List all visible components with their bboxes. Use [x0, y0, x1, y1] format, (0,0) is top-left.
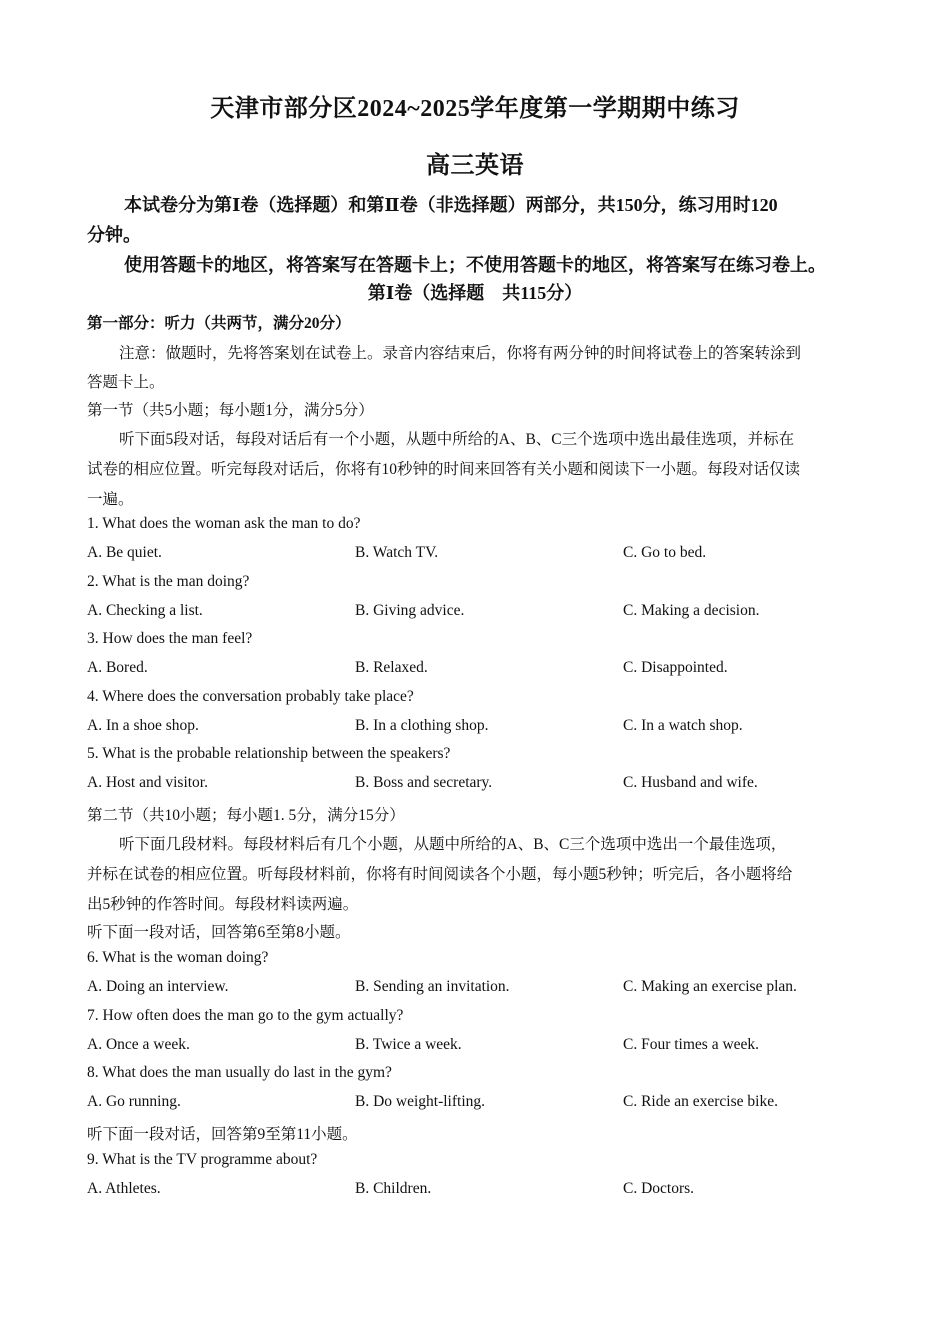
q5-option-c: C. Husband and wife. [623, 774, 758, 791]
section1-instructions-3: 一遍。 [87, 491, 134, 508]
q6-option-a: A. Doing an interview. [87, 978, 229, 995]
exam-title: 天津市部分区2024~2025学年度第一学期期中练习 [210, 96, 740, 122]
q8-option-c: C. Ride an exercise bike. [623, 1093, 778, 1110]
q8-option-a: A. Go running. [87, 1093, 181, 1110]
q1-option-a: A. Be quiet. [87, 544, 162, 561]
q1-option-c: C. Go to bed. [623, 544, 707, 561]
q6-option-c: C. Making an exercise plan. [623, 978, 797, 995]
note-line-2: 答题卡上。 [87, 374, 165, 391]
question-7: 7. How often does the man go to the gym actually? [87, 1007, 404, 1024]
intro-line-2: 分钟。 [87, 225, 141, 245]
question-9: 9. What is the TV programme about? [87, 1151, 318, 1168]
q4-option-a: A. In a shoe shop. [87, 717, 199, 734]
q2-option-b: B. Giving advice. [355, 602, 465, 619]
q5-option-b: B. Boss and secretary. [355, 774, 493, 791]
q7-option-a: A. Once a week. [87, 1036, 190, 1053]
question-3: 3. How does the man feel? [87, 630, 253, 647]
q1-option-b: B. Watch TV. [355, 544, 439, 561]
section2-instructions-1: 听下面几段材料。每段材料后有几个小题，从题中所给的A、B、C三个选项中选出一个最佳选项， [119, 836, 787, 853]
question-5: 5. What is the probable relationship between the speakers? [87, 745, 451, 762]
part1-heading: 第一部分：听力（共两节，满分20分） [87, 315, 351, 332]
section2-instructions-3: 出5秒钟的作答时间。每段材料读两遍。 [87, 896, 359, 913]
q3-option-b: B. Relaxed. [355, 659, 428, 676]
section1-heading: 第一节（共5小题；每小题1分，满分5分） [87, 402, 374, 419]
question-6: 6. What is the woman doing? [87, 949, 269, 966]
question-2: 2. What is the man doing? [87, 573, 250, 590]
intro-line-3: 使用答题卡的地区，将答案写在答题卡上；不使用答题卡的地区，将答案写在练习卷上。 [124, 255, 826, 275]
section1-instructions-1: 听下面5段对话，每段对话后有一个小题，从题中所给的A、B、C三个选项中选出最佳选项，并标在 [119, 431, 795, 448]
question-8: 8. What does the man usually do last in the gym? [87, 1064, 392, 1081]
volume-heading: 第Ⅰ卷（选择题 共115分） [367, 283, 583, 303]
section2-instructions-2: 并标在试卷的相应位置。听每段材料前，你将有时间阅读各个小题，每小题5秒钟；听完后，各小题将给 [87, 866, 793, 883]
group-6-8-heading: 听下面一段对话，回答第6至第8小题。 [87, 924, 351, 941]
q9-option-c: C. Doctors. [623, 1180, 695, 1197]
q9-option-a: A. Athletes. [87, 1180, 161, 1197]
q9-option-b: B. Children. [355, 1180, 432, 1197]
intro-line-1: 本试卷分为第Ⅰ卷（选择题）和第Ⅱ卷（非选择题）两部分，共150分，练习用时120 [124, 195, 778, 215]
q6-option-b: B. Sending an invitation. [355, 978, 510, 995]
exam-subtitle: 高三英语 [426, 153, 524, 179]
question-1: 1. What does the woman ask the man to do? [87, 515, 361, 532]
section1-instructions-2: 试卷的相应位置。听完每段对话后，你将有10秒钟的时间来回答有关小题和阅读下一小题。每段对话仅读 [87, 461, 801, 478]
group-9-11-heading: 听下面一段对话，回答第9至第11小题。 [87, 1126, 358, 1143]
q2-option-a: A. Checking a list. [87, 602, 203, 619]
q3-option-a: A. Bored. [87, 659, 148, 676]
section2-heading: 第二节（共10小题；每小题1. 5分，满分15分） [87, 807, 405, 824]
q4-option-b: B. In a clothing shop. [355, 717, 489, 734]
q7-option-c: C. Four times a week. [623, 1036, 760, 1053]
question-4: 4. Where does the conversation probably take place? [87, 688, 414, 705]
note-line-1: 注意：做题时，先将答案划在试卷上。录音内容结束后，你将有两分钟的时间将试卷上的答案转涂到 [119, 345, 802, 362]
q5-option-a: A. Host and visitor. [87, 774, 208, 791]
q7-option-b: B. Twice a week. [355, 1036, 462, 1053]
q3-option-c: C. Disappointed. [623, 659, 728, 676]
q2-option-c: C. Making a decision. [623, 602, 760, 619]
q8-option-b: B. Do weight-lifting. [355, 1093, 486, 1110]
q4-option-c: C. In a watch shop. [623, 717, 743, 734]
